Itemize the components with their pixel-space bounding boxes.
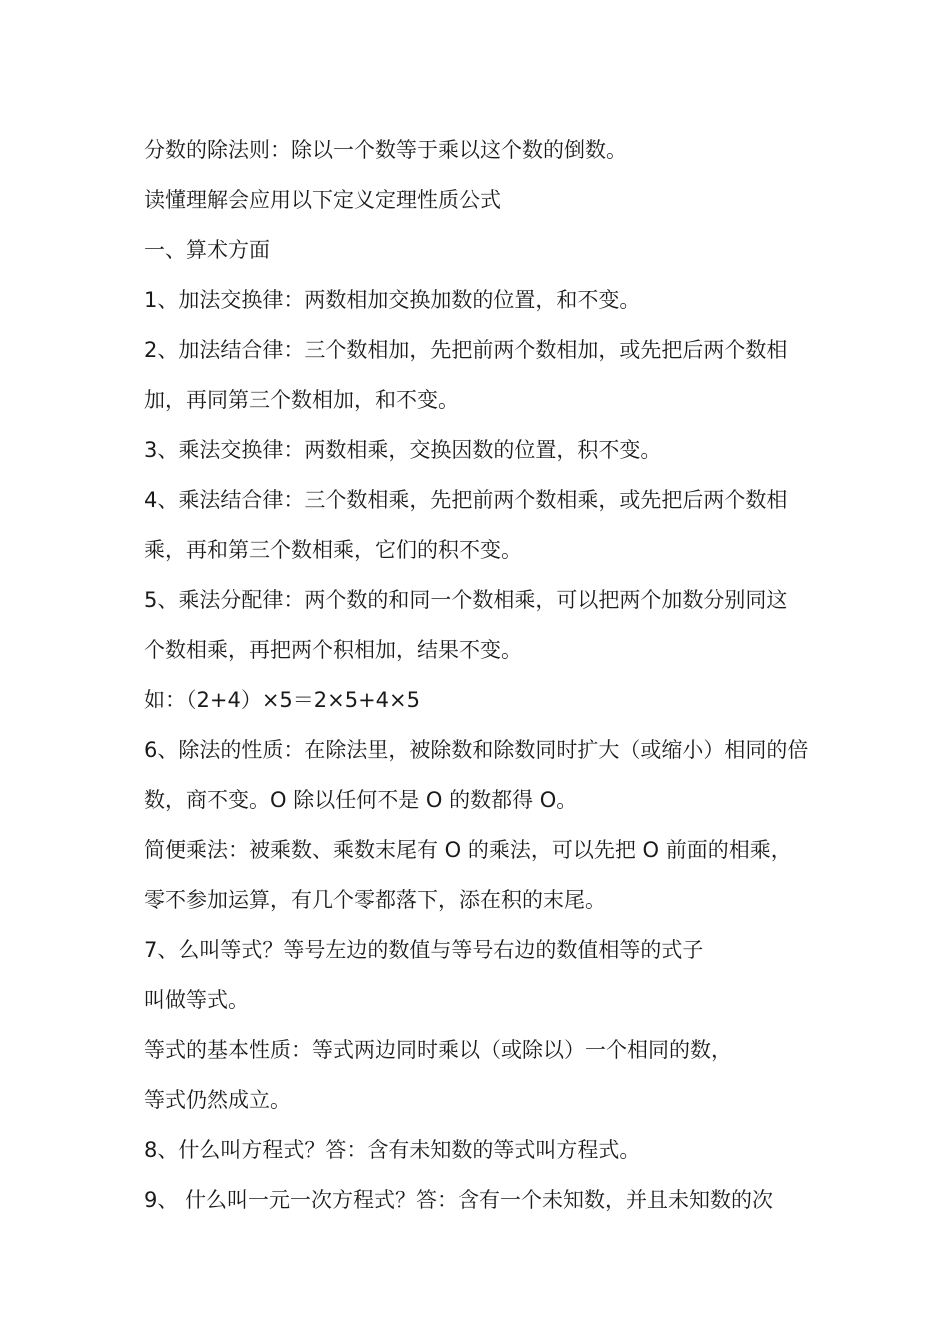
text-line-equation-definition: 7、么叫等式？等号左边的数值与等号右边的数值相等的式子 <box>144 938 704 962</box>
text-line-linear-equation-question: 9、 什么叫一元一次方程式？答：含有一个未知数，并且未知数的次 <box>144 1188 774 1212</box>
text-line-multiplication-associative: 4、乘法结合律：三个数相乘，先把前两个数相乘，或先把后两个数相 <box>144 488 788 512</box>
text-line-division-property: 6、除法的性质：在除法里，被除数和除数同时扩大（或缩小）相同的倍 <box>144 738 809 762</box>
text-line-multiplication-associative-cont: 乘，再和第三个数相乘，它们的积不变。 <box>144 538 522 562</box>
text-line-equation-property-cont: 等式仍然成立。 <box>144 1088 291 1112</box>
text-line-addition-associative-cont: 加，再同第三个数相加，和不变。 <box>144 388 459 412</box>
text-line-addition-associative: 2、加法结合律：三个数相加，先把前两个数相加，或先把后两个数相 <box>144 338 788 362</box>
text-line-study-note: 读懂理解会应用以下定义定理性质公式 <box>144 188 501 212</box>
text-line-simple-multiplication: 简便乘法：被乘数、乘数末尾有 O 的乘法，可以先把 O 前面的相乘， <box>144 838 792 862</box>
text-line-distributive: 5、乘法分配律：两个数的和同一个数相乘，可以把两个加数分别同这 <box>144 588 788 612</box>
text-line-equation-definition-cont: 叫做等式。 <box>144 988 249 1012</box>
text-line-equation-question: 8、什么叫方程式？答：含有未知数的等式叫方程式。 <box>144 1138 641 1162</box>
text-line-addition-commutative: 1、加法交换律：两数相加交换加数的位置，和不变。 <box>144 288 641 312</box>
text-line-simple-multiplication-cont: 零不参加运算，有几个零都落下，添在积的末尾。 <box>144 888 606 912</box>
text-line-division-property-cont: 数，商不变。O 除以任何不是 O 的数都得 O。 <box>144 788 578 812</box>
document-body <box>144 128 814 1228</box>
text-line-example-formula: 如：（2+4）×5＝2×5+4×5 <box>144 688 421 712</box>
text-line-multiplication-commutative: 3、乘法交换律：两数相乘，交换因数的位置，积不变。 <box>144 438 662 462</box>
section-heading-arithmetic: 一、算术方面 <box>144 238 270 262</box>
text-line-equation-property: 等式的基本性质：等式两边同时乘以（或除以）一个相同的数， <box>144 1038 732 1062</box>
text-line-fraction-division-rule: 分数的除法则：除以一个数等于乘以这个数的倒数。 <box>144 138 627 162</box>
text-line-distributive-cont: 个数相乘，再把两个积相加，结果不变。 <box>144 638 522 662</box>
